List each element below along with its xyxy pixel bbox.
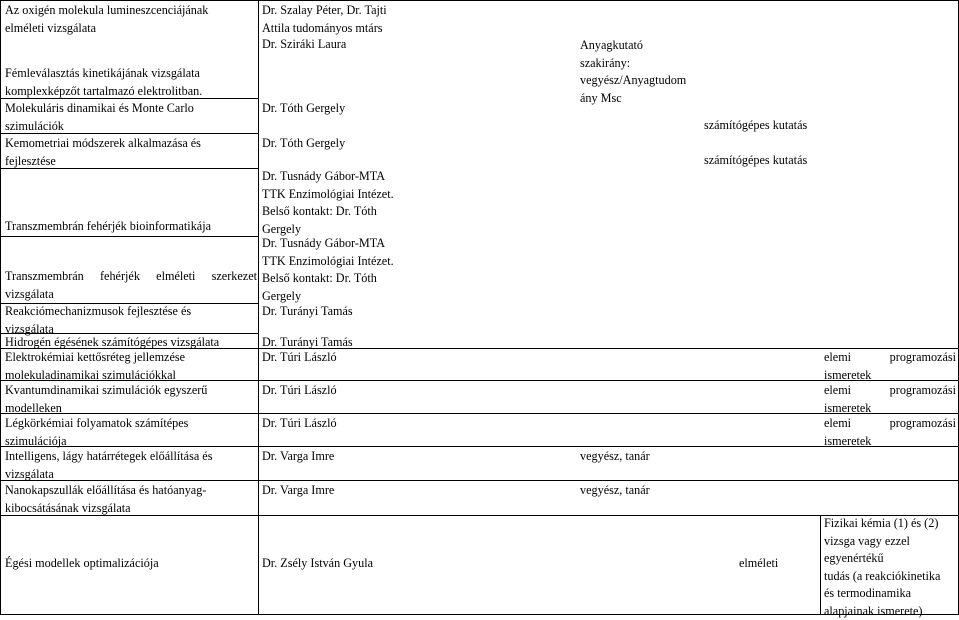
supervisor-cell xyxy=(262,349,422,367)
supervisor-text: Dr. Sziráki Laura xyxy=(262,36,422,54)
topic-text: vizsgálata xyxy=(5,321,255,339)
requirement-text: Fizikai kémia (1) és (2) xyxy=(824,515,956,533)
topic-text: molekuladinamikai szimulációkkal xyxy=(5,367,255,385)
program-cell xyxy=(580,482,710,500)
requirement-text: ismeretek xyxy=(824,367,956,385)
topic-text: szimulációja xyxy=(5,433,255,451)
column-divider xyxy=(820,515,821,615)
table-border-left xyxy=(0,0,1,615)
requirement-text: elemi programozási xyxy=(824,382,956,400)
topic-text: Transzmembrán fehérjék elméleti szerkezet xyxy=(5,268,257,286)
supervisor-text: Dr. Tusnády Gábor-MTA xyxy=(262,168,422,186)
topic-cell xyxy=(5,382,255,417)
requirement-text: és termodinamika xyxy=(824,585,956,603)
requirement-cell xyxy=(824,349,956,384)
row-divider xyxy=(0,236,259,237)
topic-cell xyxy=(5,268,257,303)
supervisor-text: Dr. Tóth Gergely xyxy=(262,100,422,118)
requirement-text: egyenértékű xyxy=(824,550,956,568)
topic-text: Elektrokémiai kettősréteg jellemzése xyxy=(5,349,255,367)
supervisor-text: TTK Enzimológiai Intézet. xyxy=(262,186,422,204)
topic-text: fejlesztése xyxy=(5,153,255,171)
requirement-text: vizsga vagy ezzel xyxy=(824,533,956,551)
requirement-cell xyxy=(824,415,956,450)
supervisor-cell xyxy=(262,235,422,305)
topic-text: Fémleválasztás kinetikájának vizsgálata xyxy=(5,65,255,83)
topic-text: Intelligens, lágy határrétegek előállítása és xyxy=(5,448,255,466)
note-text: számítógépes kutatás xyxy=(704,117,834,135)
row-divider xyxy=(0,0,959,1)
supervisor-text: Gergely xyxy=(262,221,422,239)
supervisor-cell xyxy=(262,382,422,400)
supervisor-cell xyxy=(262,303,422,321)
supervisor-cell xyxy=(262,168,422,238)
supervisor-text: Dr. Túri László xyxy=(262,382,422,400)
program-text: vegyész, tanár xyxy=(580,448,710,466)
supervisor-cell xyxy=(262,135,422,153)
requirement-text: tudás (a reakciókinetika xyxy=(824,568,956,586)
supervisor-cell xyxy=(262,36,422,54)
requirement-cell xyxy=(824,382,956,417)
topic-cell xyxy=(5,2,255,37)
topic-cell xyxy=(5,555,255,573)
supervisor-text: Dr. Varga Imre xyxy=(262,448,422,466)
supervisor-text: TTK Enzimológiai Intézet. xyxy=(262,253,422,271)
supervisor-text: Dr. Turányi Tamás xyxy=(262,303,422,321)
topic-cell xyxy=(5,448,255,483)
note-cell xyxy=(739,555,819,573)
topic-text: Transzmembrán fehérjék bioinformatikája xyxy=(5,218,255,236)
topic-text: Reakciómechanizmusok fejlesztése és xyxy=(5,303,255,321)
supervisor-text: Dr. Túri László xyxy=(262,415,422,433)
program-text: vegyész, tanár xyxy=(580,482,710,500)
requirement-cell xyxy=(824,515,956,620)
supervisor-cell xyxy=(262,415,422,433)
note-cell xyxy=(704,152,834,170)
topic-text: kibocsátásának vizsgálata xyxy=(5,500,255,518)
topic-text: Hidrogén égésének számítógépes vizsgálata xyxy=(5,334,255,352)
program-text: ány Msc xyxy=(580,90,710,108)
topic-text: Molekuláris dinamikai és Monte Carlo xyxy=(5,100,255,118)
requirement-text: alapjainak ismerete) xyxy=(824,603,956,620)
topic-text: Kemometriai módszerek alkalmazása és xyxy=(5,135,255,153)
supervisor-text: Dr. Zsély István Gyula xyxy=(262,555,422,573)
program-text: Anyagkutató xyxy=(580,37,710,55)
program-text: vegyész/Anyagtudom xyxy=(580,72,710,90)
topic-text: Légkörkémiai folyamatok számítépes xyxy=(5,415,255,433)
topic-text: elméleti vizsgálata xyxy=(5,20,255,38)
topic-text: vizsgálata xyxy=(5,466,255,484)
topic-text: komplexképzőt tartalmazó elektrolitban. xyxy=(5,83,255,101)
supervisor-cell xyxy=(262,448,422,466)
program-cell xyxy=(580,37,710,107)
requirement-text: ismeretek xyxy=(824,400,956,418)
note-cell xyxy=(704,117,834,135)
requirement-text: elemi programozási xyxy=(824,415,956,433)
supervisor-text: Dr. Turányi Tamás xyxy=(262,334,422,352)
supervisor-text: Dr. Tóth Gergely xyxy=(262,135,422,153)
topic-cell xyxy=(5,65,255,100)
supervisor-text: Belső kontakt: Dr. Tóth xyxy=(262,270,422,288)
note-text: elméleti xyxy=(739,555,819,573)
topic-text: szimulációk xyxy=(5,118,255,136)
program-cell xyxy=(580,448,710,466)
topic-cell xyxy=(5,135,255,170)
supervisor-cell xyxy=(262,555,422,573)
supervisor-cell xyxy=(262,2,422,37)
supervisor-text: Dr. Tusnády Gábor-MTA xyxy=(262,235,422,253)
topic-cell xyxy=(5,349,255,384)
supervisor-text: Gergely xyxy=(262,288,422,306)
column-divider xyxy=(258,0,259,615)
topic-text: Az oxigén molekula lumineszcenciájának xyxy=(5,2,255,20)
supervisor-cell xyxy=(262,100,422,118)
topic-text: Nanokapszullák előállítása és hatóanyag- xyxy=(5,482,255,500)
topic-cell xyxy=(5,482,255,517)
topic-text: Kvantumdinamikai szimulációk egyszerű xyxy=(5,382,255,400)
topic-cell xyxy=(5,100,255,135)
program-text: szakirány: xyxy=(580,55,710,73)
topic-cell xyxy=(5,303,255,338)
topic-cell xyxy=(5,218,255,236)
supervisor-text: Dr. Szalay Péter, Dr. Tajti xyxy=(262,2,422,20)
topic-text: modelleken xyxy=(5,400,255,418)
requirement-text: elemi programozási xyxy=(824,349,956,367)
supervisor-text: Dr. Túri László xyxy=(262,349,422,367)
topic-text: vizsgálata xyxy=(5,286,257,304)
topic-cell xyxy=(5,415,255,450)
supervisor-cell xyxy=(262,482,422,500)
requirement-text: ismeretek xyxy=(824,433,956,451)
topic-text: Égési modellek optimalizációja xyxy=(5,555,255,573)
note-text: számítógépes kutatás xyxy=(704,152,834,170)
supervisor-text: Attila tudományos mtárs xyxy=(262,20,422,38)
supervisor-text: Dr. Varga Imre xyxy=(262,482,422,500)
supervisor-text: Belső kontakt: Dr. Tóth xyxy=(262,203,422,221)
